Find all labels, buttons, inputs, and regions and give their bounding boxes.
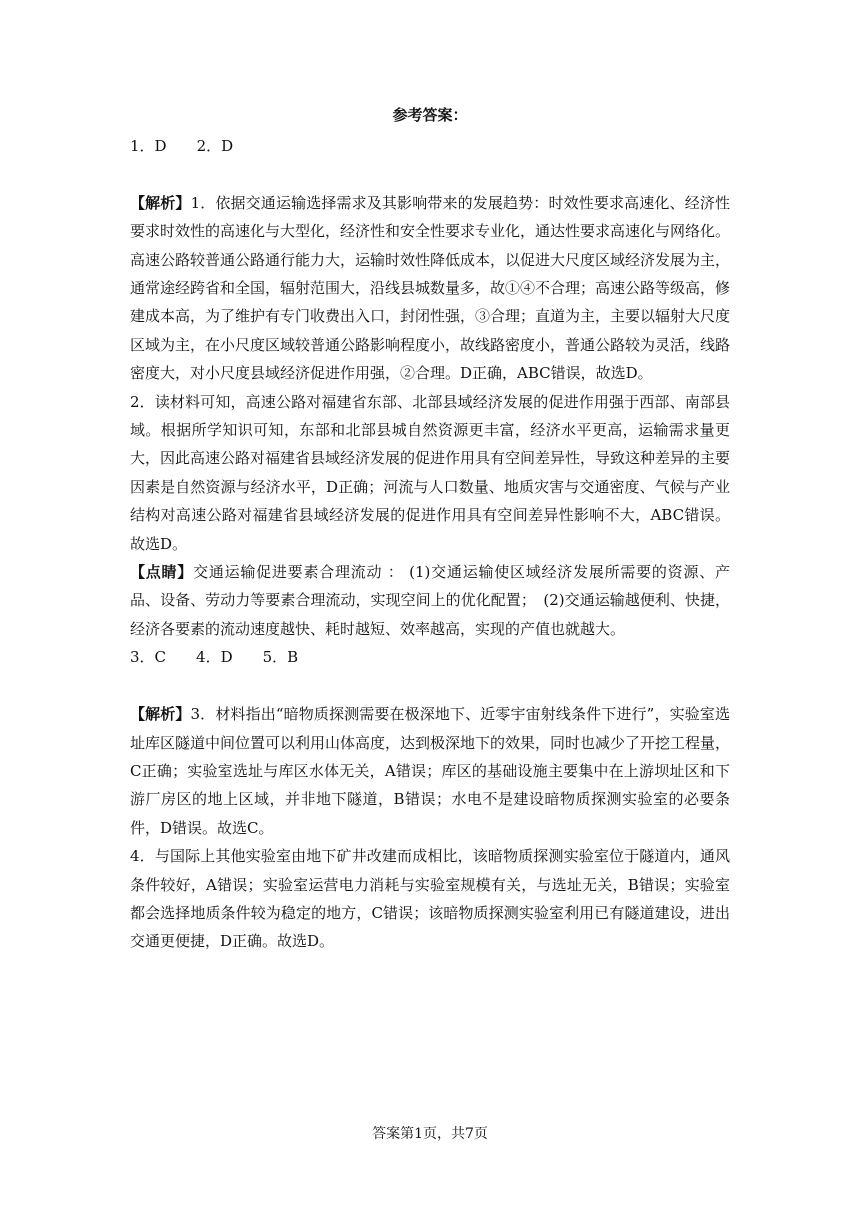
spacer	[130, 160, 730, 188]
page-title: 参考答案：	[392, 106, 468, 124]
analysis-text: 1．依据交通运输选择需求及其影响带来的发展趋势：时效性要求高速化、经济性要求时效性的高速化与大型化，经济性和安全性要求专业化，通达性要求高速化与网络化。高速公路较普通公路通行能力大，运输时效性降低成本，以促进大尺度区域经济发展为主，通常途经跨省和全国，辐射范围大，沿线县城数量多，故①④不合理；高速公路等级高，修建成本高，为了维护有专门收费出入口，封闭性强，③合理；直道为主，主要以辐射大尺度区域为主，在小尺度区域较普通公路影响程度小，故线路密度小，普通公路较为灵活，线路密度大，对小尺度县域经济促进作用强，②合理。D正确，ABC错误，故选D。	[130, 193, 731, 383]
point-text: 交通运输促进要素合理流动 ： (1)交通运输使区域经济发展所需要的资源、产品、设备、劳动力等要素合理流动，实现空间上的优化配置； (2)交通运输越便利、快捷，经济各要素的流动速度越快、耗时越短、效率越高，实现的产值也就越大。	[130, 563, 730, 638]
spacer	[130, 672, 730, 700]
answers-line-1: 1．D 2．D	[130, 137, 234, 155]
point-paragraph	[130, 558, 730, 643]
analysis-paragraph-2: 2．读材料可知，高速公路对福建省东部、北部县域经济发展的促进作用强于西部、南部县域。根据所学知识可知，东部和北部县城自然资源更丰富，经济水平更高，运输需求量更大，因此高速公路对福建省县域经济发展的促进作用具有空间差异性，导致这种差异的主要因素是自然资源与经济水平，D正确；河流与人口数量、地质灾害与交通密度、气候与产业结构对高速公路对福建省县域经济发展的促进作用具有空间差异性影响不大，ABC错误。故选D。	[130, 392, 731, 553]
analysis-paragraph-4: 4．与国际上其他实验室由地下矿井改建而成相比，该暗物质探测实验室位于隧道内，通风条件较好，A错误；实验室运营电力消耗与实验室规模有关，与选址无关，B错误；实验室都会选择地质条件较为稳定的地方，C错误；该暗物质探测实验室利用已有隧道建设，进出交通更便捷，D正确。故选D。	[130, 847, 730, 951]
analysis-paragraph-1	[130, 189, 730, 388]
answer-content	[130, 132, 730, 956]
page-footer: 答案第1页，共7页	[372, 1126, 488, 1142]
point-label: 【点睛】	[130, 563, 194, 582]
answers-line-2: 3．C 4．D 5．B	[130, 648, 299, 667]
analysis-label: 【解析】	[130, 705, 191, 724]
analysis-label: 【解析】	[130, 193, 191, 212]
analysis-text: 3．材料指出“暗物质探测需要在极深地下、近零宇宙射线条件下进行”，实验室选址库区隧道中间位置可以利用山体高度，达到极深地下的效果，同时也减少了开挖工程量，C正确；实验室选址与库区水体无关，A错误；库区的基础设施主要集中在上游坝址区和下游厂房区的地上区域，并非地下隧道，B错误；水电不是建设暗物质探测实验室的必要条件，D错误。故选C。	[130, 705, 731, 837]
analysis-paragraph-3	[130, 700, 730, 842]
